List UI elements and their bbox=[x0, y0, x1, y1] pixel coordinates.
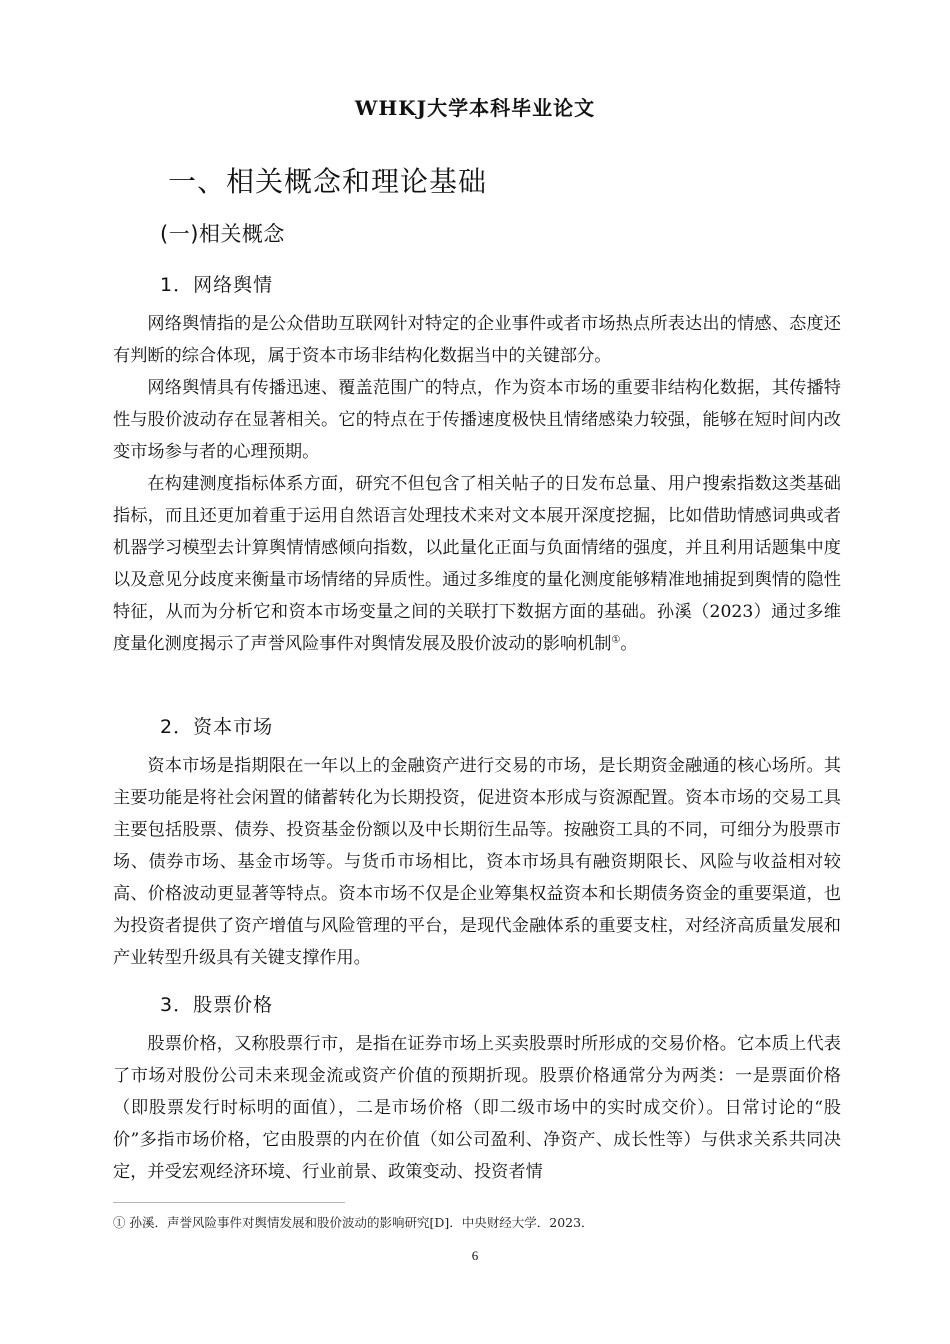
section-title: (一)相关概念 bbox=[160, 222, 285, 246]
paragraph-text: 在构建测度指标体系方面，研究不但包含了相关帖子的日发布总量、用户搜索指数这类基础指标，而且还更加着重于运用自然语言处理技术来对文本展开深度挖掘，比如借助情感词典或者机器学习模型去计算舆情情感倾向指数，以此量化正面与负面情绪的强度，并且利用话题集中度以及意见分歧度来衡量市场情绪的异质性。通过多维度的量化测度能够精准地捕捉到舆情的隐性特征，从而为分析它和资本市场变量之间的关联打下数据方面的基础。孙溪（2023）通过多维度量化测度揭示了声誉风险事件对舆情发展及股价波动的影响机制 bbox=[113, 474, 841, 654]
subsection-title-stock-price: 3．股票价格 bbox=[160, 994, 274, 1016]
footnote-reference[interactable]: ① bbox=[611, 634, 621, 646]
page-number: 6 bbox=[471, 1248, 479, 1263]
footnote-divider bbox=[113, 1202, 345, 1203]
paragraph-end-punct: 。 bbox=[620, 634, 638, 654]
paragraph: 资本市场是指期限在一年以上的金融资产进行交易的市场，是长期资金融通的核心场所。其主要功能是将社会闲置的储蓄转化为长期投资，促进资本形成与资源配置。资本市场的交易工具主要包括股票、债券、投资基金份额以及中长期衍生品等。按融资工具的不同，可细分为股票市场、债券市场、基金市场等。与货币市场相比，资本市场具有融资期限长、风险与收益相对较高、价格波动更显著等特点。资本市场不仅是企业筹集权益资本和长期债务资金的重要渠道，也为投资者提供了资产增值与风险管理的平台，是现代金融体系的重要支柱，对经济高质量发展和产业转型升级具有关键支撑作用。 bbox=[113, 756, 841, 968]
paragraph: 网络舆情具有传播迅速、覆盖范围广的特点，作为资本市场的重要非结构化数据，其传播特性与股价波动存在显著相关。它的特点在于传播速度极快且情绪感染力较强，能够在短时间内改变市场参与者的心理预期。 bbox=[113, 378, 841, 462]
footnote: ① 孙溪．声誉风险事件对舆情发展和股价波动的影响研究[D]．中央财经大学．2023． bbox=[113, 1215, 594, 1230]
subsection-title-capital-market: 2．资本市场 bbox=[160, 716, 274, 738]
running-header: WHKJ大学本科毕业论文 bbox=[354, 96, 596, 120]
paragraph: 股票价格，又称股票行市，是指在证券市场上买卖股票时所形成的交易价格。它本质上代表了市场对股份公司未来现金流或资产价值的预期折现。股票价格通常分为两类：一是票面价格（即股票发行时标明的面值），二是市场价格（即二级市场中的实时成交价）。日常讨论的“股价”多指市场价格，它由股票的内在价值（如公司盈利、净资产、成长性等）与供求关系共同决定，并受宏观经济环境、行业前景、政策变动、投资者情 bbox=[113, 1034, 841, 1182]
subsection-title-network-opinion: 1．网络舆情 bbox=[160, 274, 274, 296]
chapter-title: 一、相关概念和理论基础 bbox=[168, 165, 488, 198]
paragraph bbox=[113, 468, 841, 660]
paragraph: 网络舆情指的是公众借助互联网针对特定的企业事件或者市场热点所表达出的情感、态度还有判断的综合体现，属于资本市场非结构化数据当中的关键部分。 bbox=[113, 314, 841, 366]
